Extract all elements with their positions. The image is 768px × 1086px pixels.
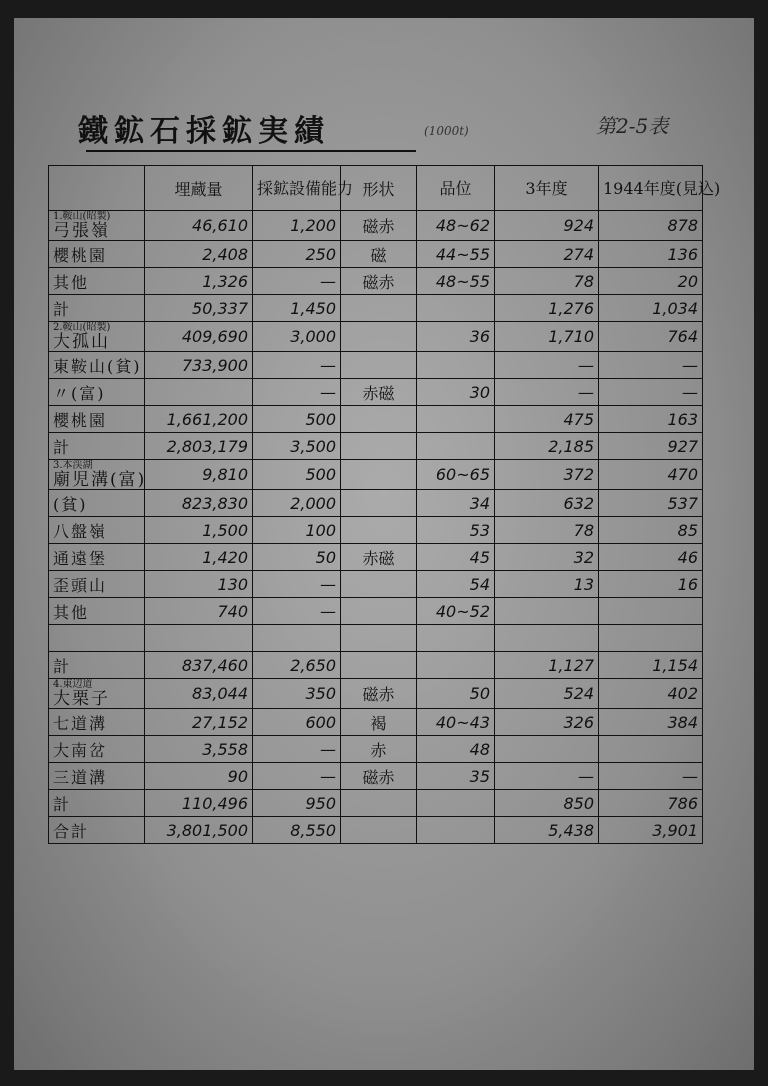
cell-1944: 163 (599, 406, 703, 433)
cell-capacity: — (253, 571, 341, 598)
table-row (49, 709, 703, 736)
cell-grade: 44~55 (417, 241, 495, 268)
cell-form (341, 352, 417, 379)
cell-capacity: 950 (253, 790, 341, 817)
cell-mine-name: (貧) (49, 490, 145, 517)
cell-form: 磁赤 (341, 763, 417, 790)
mine-group-label: 3.本渓湖 (53, 460, 93, 471)
table-row (49, 736, 703, 763)
cell-mine-name: 歪頭山 (49, 571, 145, 598)
table-row (49, 406, 703, 433)
cell-grade: 35 (417, 763, 495, 790)
mine-group-label: 4.東辺道 (53, 679, 93, 690)
cell-capacity: — (253, 268, 341, 295)
cell-capacity: — (253, 352, 341, 379)
cell-mine-name: 櫻桃園 (49, 241, 145, 268)
cell-grade (417, 652, 495, 679)
table-row (49, 517, 703, 544)
cell-reserves: 1,420 (145, 544, 253, 571)
cell-capacity: 500 (253, 406, 341, 433)
cell-form (341, 652, 417, 679)
document-title: 鐵鉱石採鉱実績 (78, 114, 330, 149)
cell-form (341, 517, 417, 544)
cell-year3: 274 (495, 241, 599, 268)
cell-grade: 45 (417, 544, 495, 571)
cell-form (341, 433, 417, 460)
cell-capacity: 50 (253, 544, 341, 571)
cell-capacity: 600 (253, 709, 341, 736)
cell-year3: 1,710 (495, 322, 599, 352)
cell-year3: 78 (495, 517, 599, 544)
cell-grade: 53 (417, 517, 495, 544)
cell-1944 (599, 598, 703, 625)
mine-group-label: 2.鞍山(昭製) (53, 322, 111, 333)
cell-1944: 878 (599, 211, 703, 241)
cell-mine-name: 計 (49, 790, 145, 817)
cell-year3: 1,127 (495, 652, 599, 679)
cell-mine-name: 大南岔 (49, 736, 145, 763)
cell-reserves: 46,610 (145, 211, 253, 241)
header-year3: 3年度 (495, 166, 599, 211)
table-row (49, 268, 703, 295)
cell-capacity: 350 (253, 679, 341, 709)
cell-reserves: 823,830 (145, 490, 253, 517)
cell-form: 赤磁 (341, 379, 417, 406)
header-form: 形状 (341, 166, 417, 211)
cell-capacity: 3,500 (253, 433, 341, 460)
cell-mine-name: 計 (49, 652, 145, 679)
cell-form: 赤 (341, 736, 417, 763)
cell-mine-name: 合計 (49, 817, 145, 844)
cell-form (341, 817, 417, 844)
cell-form (341, 322, 417, 352)
cell-form: 磁 (341, 241, 417, 268)
cell-reserves: 110,496 (145, 790, 253, 817)
cell-mine-name: 三道溝 (49, 763, 145, 790)
cell-form: 磁赤 (341, 268, 417, 295)
cell-mine-name: 通遠堡 (49, 544, 145, 571)
cell-1944: 136 (599, 241, 703, 268)
cell-form (341, 571, 417, 598)
cell-grade (417, 406, 495, 433)
cell-reserves: 90 (145, 763, 253, 790)
table-row (49, 460, 703, 490)
cell-reserves: 3,558 (145, 736, 253, 763)
cell-mine-name: 其他 (49, 598, 145, 625)
table-row (49, 652, 703, 679)
cell-reserves: 733,900 (145, 352, 253, 379)
cell-year3: 524 (495, 679, 599, 709)
table-row (49, 322, 703, 352)
cell-mine-name (49, 679, 145, 709)
table-row (49, 790, 703, 817)
table-row (49, 817, 703, 844)
table-row (49, 763, 703, 790)
cell-1944: 927 (599, 433, 703, 460)
cell-reserves: 740 (145, 598, 253, 625)
cell-form (341, 490, 417, 517)
cell-mine-name (49, 211, 145, 241)
cell-year3: 32 (495, 544, 599, 571)
header-capacity: 採鉱設備能力 (253, 166, 341, 211)
cell-reserves: 2,408 (145, 241, 253, 268)
cell-year3: 2,185 (495, 433, 599, 460)
header-reserves: 埋蔵量 (145, 166, 253, 211)
cell-mine-name (49, 625, 145, 652)
cell-grade: 30 (417, 379, 495, 406)
cell-year3: — (495, 379, 599, 406)
cell-mine-name (49, 322, 145, 352)
cell-1944: — (599, 379, 703, 406)
cell-1944 (599, 736, 703, 763)
cell-reserves (145, 625, 253, 652)
cell-reserves: 9,810 (145, 460, 253, 490)
cell-grade: 60~65 (417, 460, 495, 490)
table-row (49, 679, 703, 709)
cell-capacity: 1,200 (253, 211, 341, 241)
cell-1944: 85 (599, 517, 703, 544)
cell-grade: 48 (417, 736, 495, 763)
cell-grade: 40~43 (417, 709, 495, 736)
cell-year3: — (495, 352, 599, 379)
cell-grade (417, 817, 495, 844)
cell-reserves (145, 379, 253, 406)
cell-grade: 36 (417, 322, 495, 352)
cell-capacity: 1,450 (253, 295, 341, 322)
cell-capacity: — (253, 736, 341, 763)
cell-mine-name: 東鞍山(貧) (49, 352, 145, 379)
table-row (49, 352, 703, 379)
mine-group-label: 1.鞍山(昭製) (53, 211, 111, 222)
cell-reserves: 1,661,200 (145, 406, 253, 433)
cell-grade (417, 352, 495, 379)
cell-mine-name: 七道溝 (49, 709, 145, 736)
cell-year3: 632 (495, 490, 599, 517)
cell-capacity: — (253, 379, 341, 406)
table-row (49, 571, 703, 598)
cell-capacity: — (253, 598, 341, 625)
header-grade: 品位 (417, 166, 495, 211)
cell-1944: — (599, 352, 703, 379)
cell-year3 (495, 598, 599, 625)
cell-form: 磁赤 (341, 211, 417, 241)
mine-name: 廟児溝(富) (53, 470, 147, 490)
table-row (49, 598, 703, 625)
cell-form (341, 406, 417, 433)
cell-grade: 54 (417, 571, 495, 598)
cell-grade: 34 (417, 490, 495, 517)
cell-reserves: 130 (145, 571, 253, 598)
mine-name: 大孤山 (53, 332, 110, 352)
cell-1944: 786 (599, 790, 703, 817)
cell-grade: 48~62 (417, 211, 495, 241)
cell-grade: 50 (417, 679, 495, 709)
cell-year3: 5,438 (495, 817, 599, 844)
cell-reserves: 1,326 (145, 268, 253, 295)
ore-mining-table (48, 165, 721, 844)
cell-mine-name: 計 (49, 295, 145, 322)
cell-form: 磁赤 (341, 679, 417, 709)
cell-mine-name: 計 (49, 433, 145, 460)
table-row (49, 544, 703, 571)
cell-grade (417, 790, 495, 817)
cell-reserves: 3,801,500 (145, 817, 253, 844)
cell-capacity: 3,000 (253, 322, 341, 352)
cell-form (341, 790, 417, 817)
table-header-row (49, 166, 703, 211)
cell-form: 赤磁 (341, 544, 417, 571)
cell-mine-name: 八盤嶺 (49, 517, 145, 544)
cell-mine-name (49, 460, 145, 490)
cell-1944: 470 (599, 460, 703, 490)
cell-reserves: 409,690 (145, 322, 253, 352)
cell-form (341, 295, 417, 322)
cell-capacity: 500 (253, 460, 341, 490)
header-1944: 1944年度(見込) (599, 166, 703, 211)
table-row (49, 211, 703, 241)
header-name (49, 166, 145, 211)
cell-year3: — (495, 763, 599, 790)
cell-form (341, 598, 417, 625)
cell-grade: 48~55 (417, 268, 495, 295)
cell-1944: 46 (599, 544, 703, 571)
mine-name: 弓張嶺 (53, 221, 110, 241)
cell-1944: 1,154 (599, 652, 703, 679)
cell-1944: 16 (599, 571, 703, 598)
cell-grade (417, 625, 495, 652)
cell-year3: 475 (495, 406, 599, 433)
cell-1944: 3,901 (599, 817, 703, 844)
cell-mine-name: 〃(富) (49, 379, 145, 406)
cell-1944: 384 (599, 709, 703, 736)
cell-year3: 924 (495, 211, 599, 241)
cell-reserves: 1,500 (145, 517, 253, 544)
unit-label: (1000t) (424, 124, 469, 138)
cell-capacity: 2,650 (253, 652, 341, 679)
cell-capacity: 100 (253, 517, 341, 544)
table-row (49, 379, 703, 406)
cell-capacity: 2,000 (253, 490, 341, 517)
cell-year3: 78 (495, 268, 599, 295)
cell-1944: 1,034 (599, 295, 703, 322)
cell-capacity: 250 (253, 241, 341, 268)
cell-year3: 326 (495, 709, 599, 736)
table-row (49, 433, 703, 460)
cell-reserves: 837,460 (145, 652, 253, 679)
cell-year3: 372 (495, 460, 599, 490)
cell-reserves: 83,044 (145, 679, 253, 709)
table-row (49, 241, 703, 268)
table-row (49, 625, 703, 652)
cell-reserves: 2,803,179 (145, 433, 253, 460)
cell-1944: 20 (599, 268, 703, 295)
cell-form (341, 460, 417, 490)
cell-capacity: 8,550 (253, 817, 341, 844)
cell-grade (417, 433, 495, 460)
cell-form (341, 625, 417, 652)
cell-capacity: — (253, 763, 341, 790)
cell-mine-name: 櫻桃園 (49, 406, 145, 433)
cell-form: 褐 (341, 709, 417, 736)
table-row (49, 490, 703, 517)
table-row (49, 295, 703, 322)
cell-1944: — (599, 763, 703, 790)
cell-capacity (253, 625, 341, 652)
cell-mine-name: 其他 (49, 268, 145, 295)
cell-1944 (599, 625, 703, 652)
cell-grade (417, 295, 495, 322)
cell-1944: 537 (599, 490, 703, 517)
cell-year3: 850 (495, 790, 599, 817)
cell-year3 (495, 736, 599, 763)
cell-1944: 402 (599, 679, 703, 709)
cell-reserves: 50,337 (145, 295, 253, 322)
mine-name: 大栗子 (53, 689, 110, 709)
title-underline (86, 150, 416, 152)
cell-year3: 13 (495, 571, 599, 598)
table-number: 第2-5表 (596, 114, 669, 138)
cell-1944: 764 (599, 322, 703, 352)
cell-grade: 40~52 (417, 598, 495, 625)
cell-year3 (495, 625, 599, 652)
cell-year3: 1,276 (495, 295, 599, 322)
cell-reserves: 27,152 (145, 709, 253, 736)
